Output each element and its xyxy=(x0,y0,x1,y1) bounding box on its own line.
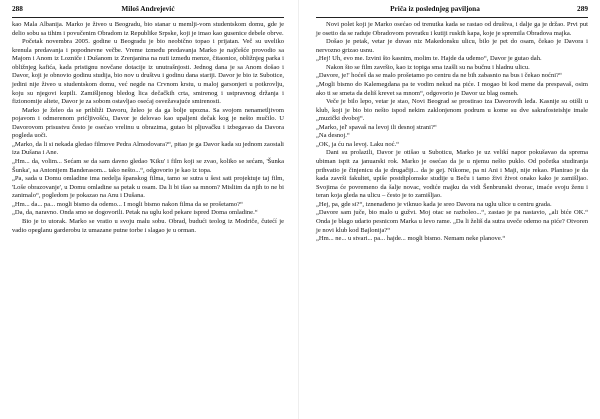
paragraph: kao Mala Albanija. Marko je živeo u Beogradu, bio stanar u memlji-vom studentskom domu, gde je delio sobu sa tihim i povučenim Obradom iz Republike Srpske, koji je imao kao gusenice debele obrve. xyxy=(12,21,284,37)
paragraph: Veče je bilo lepo, vetar je stao, Novi Beograd se prostirao iza Davorovih leđa. Kasnije su otišli u klub, koji je bio bio nešto ispod nekim zaklonjenom podrum u kome su dve sakrafosteishje imale „muzički dvoboj“. xyxy=(316,98,588,123)
right-page xyxy=(310,0,594,419)
paragraph: „Na desnoj.“ xyxy=(316,132,350,140)
left-page-body xyxy=(6,21,290,235)
right-page-body xyxy=(310,21,594,244)
paragraph: „OK, ja ću na levoj. Laku noć.“ xyxy=(316,140,400,148)
paragraph: „Da, da, naravno. Onda smo se dogovorili. Petak na uglu kod pekare ispred Doma omladine.“ xyxy=(12,209,258,217)
paragraph: „Hej! Uh, evo me. Izvini što kasnim, molim te. Hajde da uđemo“, Davor je gutao dah. xyxy=(316,55,542,63)
paragraph: Bio je to utorak. Marko se vratio u svoju malu sobu. Obrad, budući teolog iz Modriče, čutećí je vadio opeglanu garderobu iz umazane putne torbe i slagao je u orman. xyxy=(12,217,284,234)
paragraph: Došao je petak, vetar je duvao niz Makedonsku ulicu, bilo je pet do osam, čekao je Davora i nervozno grizao usnu. xyxy=(316,38,588,54)
right-running-head: Priča iz poslednjeg paviljona xyxy=(390,4,480,13)
left-running-head: Miloš Andrejević xyxy=(121,4,175,13)
paragraph: „Hej, pa, gde si?“, iznenađeno je viknuo kada je sreo Davora na uglu ulice u centru grada. xyxy=(316,200,552,208)
paragraph: Marko je želeo da se približi Davoru, želeo je da ga bolje upozna. Sa svojom nenametljivom pojavom i odmerenom prićljivošću, Davor je delovao kao upaljeni dečak kog je nešto mučilo. U Davorovom prisustvu često je osećao vrelinu u obrazima, gutao bi pljuvačku i izbegavao da Davora pogleda uoči. xyxy=(12,106,284,140)
left-page xyxy=(6,0,290,419)
paragraph: Dani su prolazili, Davor je otišao u Suboticu, Marko je uz velikí napor pokušavao da sprema ubiman ispit za januarski rok. Marko je osećao da je u njemu nešto puklo. Od početka studiranja prihvatio je činjenicu da je drugačiji... da je gej. Nikome, pa ni Ani i Maji, nije rekao. Planirao je da kada završi fakultet, upiše postdiplomske studije u Beču i tamo živi život onako kako je zamišljao. Svojima će povremeno da šalje novac, vodiće majku da vidi Šenbrunski dvorac, imaće svoju ženu i teran koja gleda na ulicu – često je to zamišljao. xyxy=(316,149,588,200)
paragraph: „Pa, sada u Domu omladine ima nedelja španskog filma, tamo se sutra u šest sati projektuje taj film, 'Loše obrazovanje', u Domu omladine sa petak u osam. Da li bi išao sa mnom? Misliim da njih to ne bi zanimalo“, pogledom je pokazao na Anu i Dušana. xyxy=(12,175,284,200)
left-header-rule xyxy=(12,17,284,18)
right-page-number: 289 xyxy=(577,4,588,13)
paragraph: „Davore, je!' hoćeš da se malo prošetamo po centru da ne bih zabasnio na bus i čekao noćni?“ xyxy=(316,72,562,80)
paragraph: „Davore sam juče, bio malo u gužvi. Moj otac se razboleo...“, zastao je pa nastavio, „ali biće OK.“ Onda je blago udario pesnicom Marka u levo rame. „Da li želiš da sutra uveče odemo na piće? Otvoren je novi klub kod Bajlonija?“ xyxy=(316,209,588,234)
paragraph: „Hm... ne... u stvari... pa... hajde... mogli bismo. Nemam neke planove.“ xyxy=(316,235,506,243)
left-page-number: 288 xyxy=(12,4,23,13)
paragraph: Nakon što se film završio, kao iz topiga sma izašli su na bučnu i hladnu ulicu. xyxy=(326,63,530,71)
paragraph: „Hm... da, volim... Sećam se da sam davno gledao 'Kiku' i film koji se zvao, koliko se sećam, 'Šunka Šunka', sa Antonijem Banderasom... tako nešto...“, odgovorio je kao iz topa. xyxy=(12,158,284,174)
left-page-header xyxy=(6,4,290,16)
paragraph: „Marko, da li si nekada gledao filmove Pedra Almodovara?“, pitao je ga Davor kada su jednom zaostali iza Dušana i Ane. xyxy=(12,140,284,157)
paragraph: „Mogli bismo do Kalemegdana pa te vodim nekud na piće. I mogao bi kod mene da prespavaš, osim ako ti se smeta da deliš krevet sa mnom“, odgovorio je Davor uz blag osmeh. xyxy=(316,80,588,97)
paragraph: „Marko, jel' spavaš na levoj ili desnoj strani?“ xyxy=(316,123,437,131)
right-page-header xyxy=(310,4,594,16)
book-gutter xyxy=(298,0,299,419)
paragraph: Početak novembra 2005. godine u Beogradu je bio neobično topao i prijatan. Več su uveliko krenula predavanja i popodnevne večbe. Vreme između predavanja Marko je najčešće provodio sa Majom i Anom iz Lozniče i Dušanom iz Zrenjanina na nuti između menze, čitaonice, obližnjeg parka i obližnjeg kafića, kada pristignu novčane dotacije iz unutrašnjosti. Jednog dana je sa Anom došao i Davor, koji je obnovio godinu studija, bio nov u društvu i godinu dana stariji. Davor je bio iz Subotice, jedini nije živeo u studentskom domu, već negde na Crvnom krstu, u maloj garsonjeri u potkrovlju, koju su njegovi kupili. Zamišljenog bledog lica dečačkih crta, smirenog i ustpravnog držanja i fizionomije altete, Davor je za sobom ostavljao osećaj osvežavajuće smirenosti. xyxy=(12,38,284,106)
paragraph: „Hm... da... pa... mogli bismo da odemo... I mogli bismo nakon filma da se prošetamo?“ xyxy=(12,200,243,208)
right-header-rule xyxy=(316,17,588,18)
paragraph: Novi polet koji je Marko osećao od trenutka kada se rastao od društva, i dalje ga je držao. Prvi put je osetio da se raduje Obradovom povratku i kutiji ruskih kapa, koje je spremila Obradova majka. xyxy=(316,21,588,37)
